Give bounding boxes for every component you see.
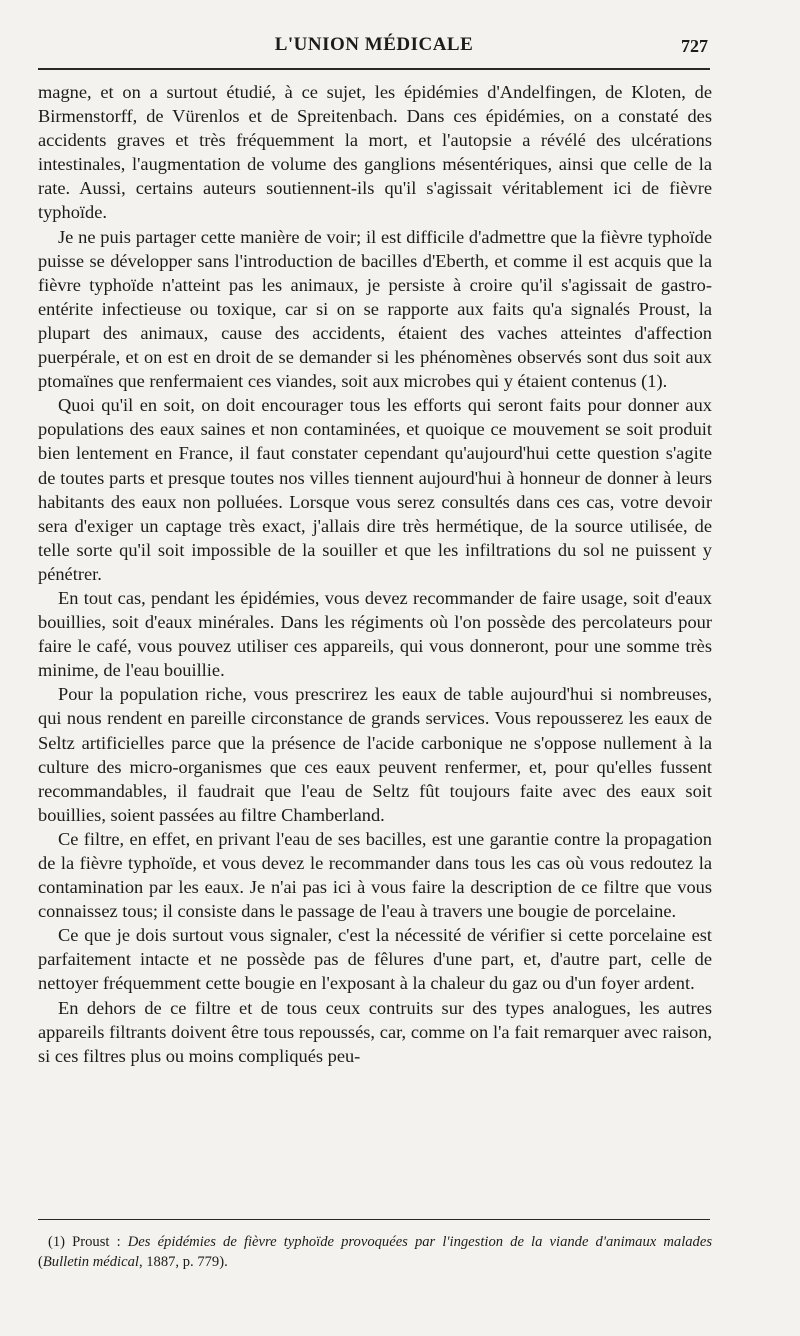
paragraph: magne, et on a surtout étudié, à ce sujet, les épidémies d'Andelfingen, de Kloten, de Birmenstorff, de Vürenlos et de Spreitenbach. Dans ces épidémies, on a constaté des accidents graves et très fréquemment la mort, et l'autopsie a révélé des ulcérations intestinales, l'augmentation de volume des ganglions mésentériques, ainsi que celle de la rate. Aussi, certains auteurs soutiennent-ils qu'il s'agissait véritablement ici de fièvre typhoïde.	[38, 82, 712, 223]
footnote-marker: (1) Proust :	[48, 1234, 128, 1250]
body-text	[38, 80, 712, 1068]
paragraph: Pour la population riche, vous prescrirez les eaux de table aujourd'hui si nombreuses, qui nous rendent en pareille circonstance de grands services. Vous repousserez les eaux de Seltz artificielles parce que la présence de l'acide carbonique ne s'oppose nullement à la culture des micro-organismes que ces eaux peuvent renfermer, et, pour qu'elles fussent recommandables, il faudrait que l'eau de Seltz fût toujours faite avec des eaux soit bouillies, soient passées au filtre Chamberland.	[38, 684, 712, 825]
journal-title: L'UNION MÉDICALE	[274, 34, 474, 55]
page-number: 727	[681, 36, 708, 56]
footnote-journal: Bulletin médical	[42, 1254, 139, 1270]
paragraph: Ce filtre, en effet, en privant l'eau de ses bacilles, est une garantie contre la propagation de la fièvre typhoïde, et vous devez le recommander dans tous les cas où vous redoutez la contamination par les eaux. Je n'ai pas ici à vous faire la description de ce filtre que vous connaissez tous; il consiste dans le passage de l'eau à travers une bougie de porcelaine.	[38, 828, 712, 922]
footnote-title: Des épidémies de fièvre typhoïde provoquées par l'ingestion de la viande d'animaux malades	[127, 1234, 712, 1250]
paragraph: En tout cas, pendant les épidémies, vous devez recommander de faire usage, soit d'eaux bouillies, soit d'eaux minérales. Dans les régiments où l'on possède des percolateurs pour faire le café, vous pouvez utiliser ces appareils, qui vous donneront, pour une somme très minime, de l'eau bouillie.	[38, 587, 712, 681]
running-header	[36, 34, 712, 60]
footnote	[38, 1232, 712, 1272]
footnote-open: (	[38, 1254, 43, 1270]
header-rule	[38, 68, 710, 70]
paragraph: En dehors de ce filtre et de tous ceux contruits sur des types analogues, les autres appareils filtrants doivent être tous repoussés, car, comme on l'a fait remarquer avec raison, si ces filtres plus ou moins compliqués peu-	[38, 997, 712, 1066]
footnote-rule	[38, 1219, 710, 1220]
paragraph: Ce que je dois surtout vous signaler, c'est la nécessité de vérifier si cette porcelaine est parfaitement intacte et ne possède pas de fêlures d'une part, et, d'autre part, celle de nettoyer fréquemment cette bougie en l'exposant à la chaleur du gaz ou d'un foyer ardent.	[38, 925, 712, 994]
paragraph: Je ne puis partager cette manière de voir; il est difficile d'admettre que la fièvre typhoïde puisse se développer sans l'introduction de bacilles d'Eberth, et comme il est acquis que la fièvre typhoïde n'atteint pas les animaux, je persiste à croire qu'il s'agissait de gastro-entérite infectieuse ou toxique, car si on se rapporte aux faits qu'a signalés Proust, la plupart des animaux, cause des accidents, étaient des vaches atteintes d'affection puerpérale, et on est en droit de se demander si les phénomènes observés sont dus soit aux ptomaïnes que renfermaient ces viandes, soit aux microbes qui y étaient contenus (1).	[38, 226, 712, 392]
paragraph: Quoi qu'il en soit, on doit encourager tous les efforts qui seront faits pour donner aux populations des eaux saines et non contaminées, et quoique ce mouvement se soit produit bien lentement en France, il faut constater cependant qu'aujourd'hui cette question s'agite de toutes parts et presque toutes nos villes tiennent aujourd'hui à honneur de donner à leurs habitants des eaux non polluées. Lorsque vous serez consultés dans ces cas, votre devoir sera d'exiger un captage très exact, j'allais dire très hermétique, de la source utilisée, de telle sorte qu'il soit impossible de la souiller et que les infiltrations du sol ne puissent y pénétrer.	[38, 395, 712, 584]
footnote-rest: , 1887, p. 779).	[138, 1254, 228, 1270]
